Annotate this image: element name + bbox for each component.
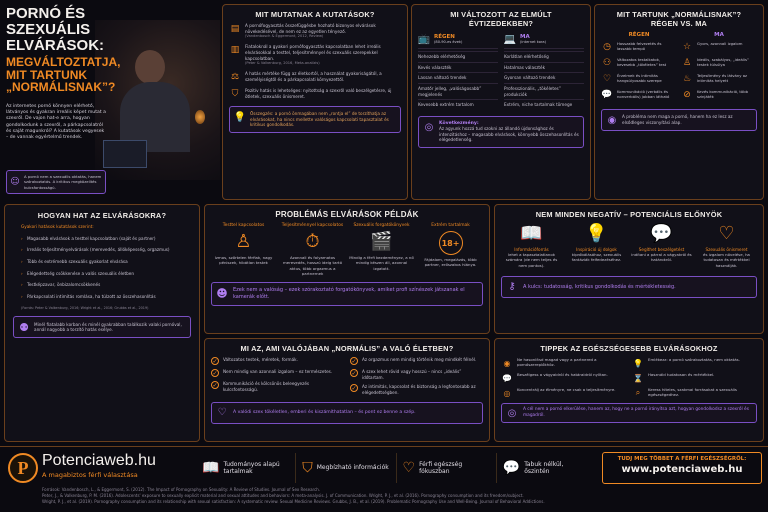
heart-icon: ♡ (217, 407, 227, 419)
before-label: RÉGEN (434, 33, 455, 40)
eye-icon: ◉ (607, 114, 617, 126)
examples-title: PROBLÉMÁS ELVÁRÁSOK PÉLDÁK (275, 210, 419, 219)
normal-after-item: Teljesítmény és látvány az intimitás helyett (697, 73, 748, 84)
normal-panel (594, 4, 764, 200)
chart-icon: ▥ (230, 45, 240, 56)
normal-after-label: MA (714, 32, 724, 38)
real-panel (204, 338, 490, 442)
feature-label: Tabuk nélkül, őszintén (524, 460, 564, 475)
references (42, 487, 762, 504)
tip-right-item: Keress hiteles, szakmai forrásokat a szexuális egészségedhez. (648, 387, 737, 398)
brand-logo (8, 453, 38, 483)
research-summary-box (229, 106, 401, 133)
after-item: Gyorsan változó trendek (504, 72, 584, 83)
eye-icon: ◉ (503, 358, 511, 368)
heartbeat-icon: ♡ (402, 460, 416, 476)
positive-text: lehet a tapasztalatlanok számára (de nem teljes és nem pontos). (505, 252, 558, 268)
effect-item: › Elégedettség csökkenése a valós szexuális életben (21, 271, 191, 277)
real-right-item: A szex lehet rövid vagy hosszú – nincs „ideális” időtartam. (362, 369, 462, 380)
feature-list (196, 453, 596, 483)
changes-panel (411, 4, 591, 200)
example-label: Teljesítménnyel kapcsolatos (281, 223, 344, 228)
before-item: Kevesebb extrém tartalom (418, 99, 498, 110)
result-title: Következmény: (439, 121, 479, 127)
effects-subtitle: Gyakori hatások kutatások szerint: (21, 224, 94, 229)
tv-icon: 📺 (417, 33, 431, 45)
tips-note-box (501, 403, 757, 423)
after-item: Korlátlan elérhetőség (504, 51, 584, 62)
hero-title-line5: „NORMÁLISNAK”? (6, 80, 116, 95)
real-left-item: Nem mindig van azonnali izgalom – ez természetes. (223, 369, 333, 374)
changes-result-box (418, 116, 584, 148)
normal-before-item: Hosszabb felvezetés és lassabb tempó (617, 41, 662, 52)
reference-line: Wright, P. J., et al. (2019). Pornography consumption and its relationship with sexual satisfaction: A systematic review. Sexual Medicine Reviews. Grubbs, J. B., et al. (2019). Problematic Pornography Use and Well-Being. Journal of Behavioral Addictions. (42, 498, 545, 504)
example-label: Extrém tartalmak (431, 223, 470, 228)
mute-icon: ⊘ (683, 90, 691, 100)
people-icon: ⚇ (602, 58, 612, 68)
hero-title-line2: SZEXUÁLIS ELVÁRÁSOK: (6, 20, 105, 54)
mask-icon: ☻ (216, 287, 228, 301)
real-right-item: Az orgazmus nem mindig történik meg mindkét félnél. (362, 357, 477, 362)
real-left-item: Változatos testek, méretek, formák. (223, 357, 298, 362)
body-icon: ♙ (682, 58, 692, 68)
result-text: Az agyunk hozzá tud szokni az állandó újdonsághoz és intenzitáshoz – magasabb elvárások, könnyebb összehasonlítás és elégedetlenség. (439, 126, 579, 143)
effects-cite: (Forrás: Peter & Valkenburg, 2016; Wright et al., 2016; Grubbs et al., 2019) (21, 305, 149, 310)
chat-icon: 💬 (502, 460, 521, 476)
example-label: Testtel kapcsolatos (222, 223, 265, 228)
effect-item: › Irreális teljesítményelvárások (merevedés, állóképesség, orgazmus) (21, 247, 191, 253)
brand-tagline: A magabiztos férfi választása (42, 471, 138, 479)
effects-title: HOGYAN HAT AZ ELVÁRÁSOKRA? (37, 211, 167, 220)
shield-icon: ⛉ (231, 89, 239, 100)
hero-note: A pornó nem a szexuális oktatás, hanem szórakoztatás. A kritikus megközelítés kulcsfontosságú. (24, 174, 102, 190)
after-item: Professzionális, „tökéletes” produkciók (504, 83, 584, 99)
logo-letter: P (17, 457, 29, 478)
after-sub: (internet kora) (520, 39, 546, 44)
examples-panel (204, 204, 490, 334)
example-label: Szexuális forgatókönyvek (353, 223, 410, 228)
check-icon: ✓ (212, 357, 218, 365)
feature-label: Tudományos alapú tartalmak (223, 460, 280, 475)
after-item: Extrém, niche tartalmak tömege (504, 99, 584, 110)
reference-line: Peter, J., & Valkenburg, P. M. (2016). Adolescents' exposure to sexually explicit material and sexual attitudes and behaviors: A meta-analysis. J. of Communication. Wright, P. J., et al. (2016). Pornography consumption and its freedom/subject. (42, 492, 524, 498)
hourglass-icon: ⌛ (633, 373, 643, 383)
laptop-icon: 💻 (503, 33, 517, 45)
scale-icon: ⚖ (230, 72, 240, 83)
key-icon: ⚷ (508, 281, 516, 293)
tips-title: TIPPEK AZ EGÉSZSÉGESEBB ELVÁRÁSOKHOZ (540, 344, 718, 353)
research-cite: (Peter & Valkenburg, 2016, Meta-analízis) (245, 61, 320, 66)
research-cite: (Vandenbosch & Eggermont, 2012, Review) (245, 34, 324, 39)
normal-after-item: Gyors, azonnali izgalom (697, 41, 743, 46)
effects-note: Minél fiatalabb korban és minél gyakrabban találkozik valaki pornóval, annál nagyobb a torzító hatás esélye. (34, 321, 182, 333)
research-panel (222, 4, 408, 200)
bulb-icon: 💡 (633, 358, 643, 368)
positive-label: Segíthet beszélgetést (638, 247, 685, 252)
lightbulb-icon: 💡 (585, 223, 608, 244)
real-right-item: Az intimitás, kapcsolat és biztonság a legfontosabb az elégedettségben. (362, 384, 476, 396)
normal-before-item: Érzelmek és intimitás hangsúlyosabb szerepe (617, 73, 662, 84)
reference-line: Források: Vandenbosch, L., & Eggermont, S. (2012). The Impact of Pornography on Sexuality: A Review of Studies. Journal of Sex Research. (42, 487, 321, 492)
website-link[interactable]: www.potenciaweb.hu (621, 464, 743, 475)
target-icon: ◎ (503, 388, 511, 398)
positive-label: Inspiráció új dolgok (576, 247, 617, 252)
tip-left-item: Koncentrálj az élményre, ne csak a teljesítményre. (517, 387, 616, 392)
lightbulb-icon: 💡 (233, 111, 247, 123)
positive-text: kipróbálásához, szexuális fantáziák felfedezéséhez. (571, 252, 622, 263)
effect-item: › Több és extrémebb szexuális gyakorlat elvárása (21, 259, 191, 265)
shield-icon: ⛉ (302, 460, 313, 476)
feature-label: Megbízható információk (316, 464, 389, 472)
feature-item (296, 453, 396, 483)
cta-box[interactable] (602, 452, 762, 484)
hero-title-line3: MEGVÁLTOZTATJA, (6, 55, 121, 70)
effect-item: › Testképzavar, önbizalomcsökkenés (21, 282, 191, 288)
normal-after-item: Ideális, szabályos, „ideális” testek túlsúlya (697, 57, 749, 68)
normal-note: A probléma nem maga a pornó, hanem ha ez lesz az elsődleges viszonyítási alap. (622, 114, 733, 125)
fire-icon: ♨ (682, 74, 692, 84)
effects-panel (4, 204, 200, 442)
chat-icon: 💬 (650, 223, 673, 244)
before-item: Amatőr jelleg, „valóságosabb” megjelenés (418, 83, 498, 99)
example-text: Azonnali és folyamatos merevedés, hosszú ideig tartó aktus, több orgazmus a partnernek (283, 255, 342, 276)
before-item: Lassan változó trendek (418, 72, 498, 83)
tips-panel (494, 338, 764, 442)
tip-left-item: Beszélgess a vágyaidról és határaidról nyíltan. (517, 372, 608, 377)
brand-name: Potenciaweb.hu (42, 452, 156, 469)
stopwatch-icon: ⏱ (305, 231, 320, 252)
chat-icon: 💬 (601, 90, 613, 100)
real-left-item: Kommunikáció és kölcsönös beleegyezés kulcsfontosságú. (223, 381, 310, 392)
real-note: A valódi szex tökéletlen, emberi és kiszámíthatatlan – és pont ez benne a szép. (233, 410, 416, 416)
hero-note-box (6, 170, 106, 194)
normal-note-box (601, 109, 757, 131)
positive-text: és izgalom növelése, ha tudatosan és mértékkel használják. (703, 252, 750, 268)
check-icon: ✓ (351, 369, 357, 377)
example-text: Mindig a férfi kezdeményez, a nő mindig készen áll, azonnal izgatott. (349, 255, 414, 271)
document-icon: ▤ (230, 24, 240, 34)
effect-item: › Párkapcsolati intimitás romlása, ha túlzott az összehasonlítás (21, 294, 191, 300)
hero-intro: Az internetes pornó könnyen elérhető, látványos és gyakran irreális képet mutat a szexről. De vajon hat-e arra, hogyan gondolkodunk a szexről, a párkapcsolatról és saját magunkról? A kutatások vegyesek – de vannak egyértelmű trendek. (6, 104, 106, 140)
clapperboard-icon: 🎬 (370, 231, 393, 252)
target-icon: ◎ (507, 407, 517, 419)
check-icon: ✓ (351, 384, 357, 392)
book-icon: 📖 (520, 223, 543, 244)
positive-note-box (501, 276, 757, 298)
example-text: Izmos, szőrtelen férfiak, nagy péniszek, hibátlan testek (214, 255, 273, 266)
search-icon: ⌕ (635, 388, 641, 397)
tips-note: A cél nem a pornó elkerülése, hanem az, hogy ne a pornó irányítsa azt, hogyan gondolkodsz a szexről és magadról. (523, 407, 749, 418)
hero-title-line1: PORNÓ ÉS (6, 5, 86, 22)
research-title: MIT MUTATNAK A KUTATÁSOK? (255, 10, 375, 19)
real-title: MI AZ, AMI VALÓJÁBAN „NORMÁLIS” A VALÓ ÉLETBEN? (240, 344, 454, 353)
before-item: Nehezebb elérhetőség (418, 51, 498, 62)
normal-before-item: Változatos testalkatok, kevesebb „tökéletes” test (617, 57, 667, 68)
examples-note-box (211, 282, 483, 306)
positive-text: indítani a párral a vágyakról és határokról. (631, 252, 692, 263)
user-icon: ☺ (10, 177, 20, 187)
normal-before-label: RÉGEN (628, 32, 650, 38)
positive-label: Információforrás (514, 247, 549, 252)
before-sub: (80-90-es évek) (434, 39, 463, 44)
check-icon: ✓ (351, 357, 357, 365)
positive-label: Szexuális önismeret (705, 247, 748, 252)
research-item: A pornófogyasztás összefüggésbe hozható bizonyos elvárások növekedésével, de nem ez az egyetlen tényező. (245, 23, 376, 34)
star-icon: ☆ (682, 42, 692, 52)
normal-title: MIT TARTUNK „NORMÁLISNAK”? RÉGEN VS. MA (616, 10, 742, 28)
book-icon: 📖 (202, 460, 220, 476)
research-item: A hatás mértéke függ az életkortól, a használat gyakoriságától, a személyiségtől és a párkapcsolati környezettől. (245, 71, 382, 82)
tip-left-item: Ne hasonlítsd magad vagy a partnered a pornószereplőkhöz. (517, 357, 597, 368)
feature-label: Férfi egészség fókuszban (419, 460, 463, 475)
research-summary: Összegzés: a pornó önmagában nem „rontja el” de torzíthatja az elvárásokat, ha nincs mellette valóságos kapcsolati tapasztalat és kritikus gondolkodás. (250, 111, 389, 128)
footer (0, 446, 768, 512)
examples-note: Ezek nem a valóság – ezek szórakoztató forgatókönyvek, amiket profi színészek játszanak el kamerák előtt. (233, 287, 465, 300)
effects-note-box (13, 316, 191, 338)
tip-right-item: Használd tudatosan és mértékkel. (648, 372, 715, 377)
check-icon: ✓ (212, 381, 218, 389)
family-icon: ⚉ (19, 320, 29, 334)
effect-item: › Magasabb elvárások a testtel kapcsolatban (saját és partner) (21, 236, 191, 242)
normal-after-item: Kevés kommunikáció, több szinjáték (697, 89, 749, 100)
real-note-box (211, 402, 483, 424)
positive-title: NEM MINDEN NEGATÍV – POTENCIÁLIS ELŐNYÖK (535, 210, 723, 219)
tip-right-item: Emlékezz: a pornó szórakoztatás, nem oktatás. (648, 357, 740, 362)
positive-note: A kulcs: tudatosság, kritikus gondolkodás és mértékletesség. (523, 283, 676, 290)
hero-section (0, 0, 220, 200)
heart-icon: ♡ (718, 223, 735, 244)
feature-item (397, 453, 497, 483)
example-text: Fájdalom, megalázás, több partner, erőszakos hiánya. (424, 257, 477, 268)
brain-icon: ◎ (424, 121, 434, 133)
age-badge: 18+ (441, 238, 460, 248)
age-restriction-icon (439, 231, 463, 255)
research-item: Pozitív hatás is lehetséges: nyitottság a szexről való beszélgetésre, új ötletek, szexuális önismeret. (245, 88, 392, 99)
hero-title-line4: MIT TARTUNK (6, 67, 88, 82)
after-label: MA (520, 33, 530, 40)
changes-title: MI VÁLTOZOTT AZ ELMÚLT ÉVTIZEDEKBEN? (450, 10, 552, 28)
clock-icon: ◷ (603, 42, 611, 52)
before-item: Kevés választék (418, 62, 498, 73)
cta-label: TUDJ MEG TÖBBET A FÉRFI EGÉSZSÉGRŐL: (617, 456, 747, 462)
positive-panel (494, 204, 764, 334)
check-icon: ✓ (212, 369, 218, 377)
chat-icon: 💬 (502, 373, 512, 383)
feature-item (196, 453, 296, 483)
body-icon: ♙ (235, 231, 252, 252)
heart-icon: ♡ (602, 74, 612, 84)
after-item: Hatalmas választék (504, 62, 584, 73)
research-item: Fiataloknál a gyakori pornófogyasztás kapcsolatban lehet irreális elvárásokkal a testtel, teljesítménnyel és szexuális szerepekkel kapcsolatban. (245, 44, 381, 61)
feature-item (497, 453, 596, 483)
normal-before-item: Kommunikáció (verbális és nonverbális) jobban látható (617, 89, 670, 100)
